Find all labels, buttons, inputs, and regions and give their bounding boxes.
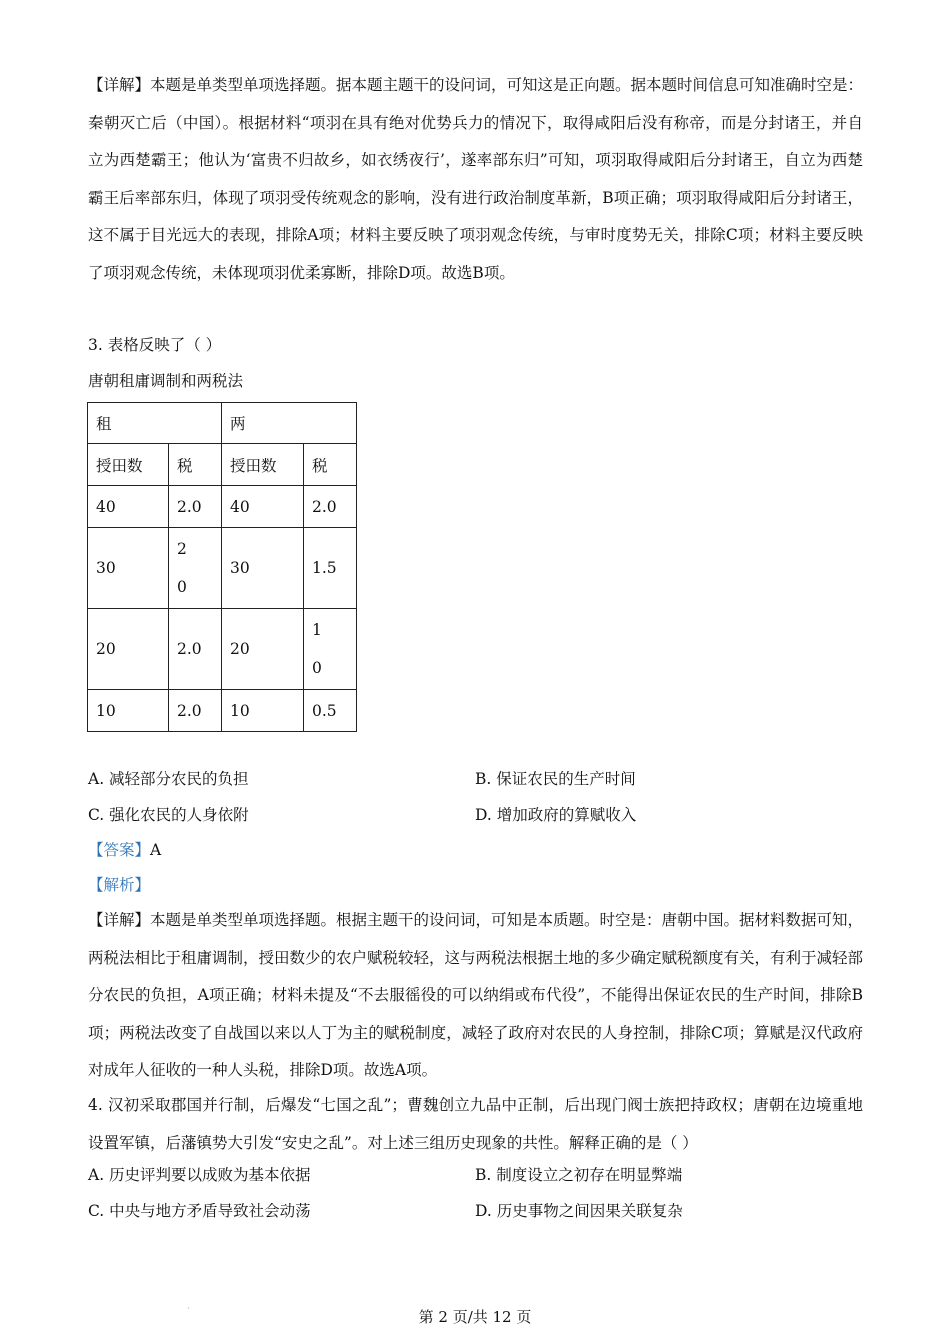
q2-detail-paragraph: 【详解】本题是单类型单项选择题。据本题主题干的设问词，可知这是正向题。据本题时间信息可知准确时空是：秦朝灭亡后（中国）。根据材料“项羽在具有绝对优势兵力的情况下，取得咸阳后没有称帝，而是分封诸王，并自立为西楚霸王；他认为‘富贵不归故乡，如衣绣夜行’，遂率部东归”可知，项羽取得咸阳后分封诸王，自立为西楚霸王后率部东归，体现了项羽受传统观念的影响，没有进行政治制度革新，B项正确；项羽取得咸阳后分封诸王，这不属于目光远大的表现，排除A项；材料主要反映了项羽观念传统，与审时度势无关，排除C项；材料主要反映了项羽观念传统，未体现项羽优柔寡断，排除D项。故选B项。 bbox=[88, 76, 864, 282]
table-header-row bbox=[88, 403, 357, 444]
table-cell: 40 bbox=[222, 486, 304, 528]
table-cell: 1 0 bbox=[304, 609, 357, 690]
q4-option-a: A. 历史评判要以成败为基本依据 bbox=[88, 1166, 311, 1184]
header-cell-right: 两 bbox=[222, 403, 357, 444]
q3-table-caption: 唐朝租庸调制和两税法 bbox=[88, 372, 244, 390]
q4-option-b: B. 制度设立之初存在明显弊端 bbox=[475, 1166, 683, 1184]
table-row bbox=[88, 609, 357, 690]
table-cell: 20 bbox=[88, 609, 169, 690]
q4-option-d: D. 历史事物之间因果关联复杂 bbox=[475, 1202, 683, 1220]
table-row bbox=[88, 528, 357, 609]
q3-option-c: C. 强化农民的人身依附 bbox=[88, 806, 249, 824]
table-row bbox=[88, 690, 357, 732]
analysis-tag: 【解析】 bbox=[88, 876, 151, 894]
table-cell: 1.5 bbox=[304, 528, 357, 609]
answer-tag: 【答案】 bbox=[88, 841, 151, 859]
table-cell: 30 bbox=[222, 528, 304, 609]
q3-analysis-tag bbox=[88, 874, 150, 896]
table-cell: 40 bbox=[88, 486, 169, 528]
answer-value: A bbox=[150, 841, 162, 859]
table-cell: 10 bbox=[88, 690, 169, 732]
q3-stem: 3. 表格反映了（ ） bbox=[88, 336, 222, 354]
table-cell: 2.0 bbox=[169, 690, 222, 732]
page-footer: 第 2 页/共 12 页 bbox=[418, 1308, 532, 1326]
col-label-tax-right: 税 bbox=[304, 444, 357, 486]
table-cell: 2.0 bbox=[304, 486, 357, 528]
table-cell: 2 0 bbox=[169, 528, 222, 609]
decorative-dot: · bbox=[187, 1304, 190, 1313]
q3-option-b: B. 保证农民的生产时间 bbox=[475, 770, 636, 788]
q4-stem: 4. 汉初采取郡国并行制，后爆发“七国之乱”；曹魏创立九品中正制，后出现门阀士族把持政权；唐朝在边境重地设置军镇，后藩镇势大引发“安史之乱”。对上述三组历史现象的共性。解释正确的是（ ） bbox=[88, 1096, 863, 1152]
q3-option-d: D. 增加政府的算赋收入 bbox=[475, 806, 637, 824]
table-row bbox=[88, 486, 357, 528]
table-column-label-row bbox=[88, 444, 357, 486]
q4-option-c: C. 中央与地方矛盾导致社会动荡 bbox=[88, 1202, 311, 1220]
q3-option-a: A. 减轻部分农民的负担 bbox=[88, 770, 249, 788]
table-cell: 2.0 bbox=[169, 486, 222, 528]
col-label-tax-left: 税 bbox=[169, 444, 222, 486]
header-cell-left: 租 bbox=[88, 403, 222, 444]
table-cell: 0.5 bbox=[304, 690, 357, 732]
table-cell: 2.0 bbox=[169, 609, 222, 690]
col-label-land-left: 授田数 bbox=[88, 444, 169, 486]
table-cell: 20 bbox=[222, 609, 304, 690]
table-cell: 10 bbox=[222, 690, 304, 732]
table-cell: 30 bbox=[88, 528, 169, 609]
col-label-land-right: 授田数 bbox=[222, 444, 304, 486]
tax-comparison-table bbox=[87, 402, 357, 732]
q3-detail-paragraph: 【详解】本题是单类型单项选择题。根据主题干的设问词，可知是本质题。时空是：唐朝中国。据材料数据可知，两税法相比于租庸调制，授田数少的农户赋税较轻，这与两税法根据土地的多少确定赋税额度有关，有利于减轻部分农民的负担，A项正确；材料未提及“不去服徭役的可以纳绢或布代役”，不能得出保证农民的生产时间，排除B项；两税法改变了自战国以来以人丁为主的赋税制度，减轻了政府对农民的人身控制，排除C项；算赋是汉代政府对成年人征收的一种人头税，排除D项。故选A项。 bbox=[88, 911, 864, 1079]
q3-answer-line bbox=[88, 839, 161, 861]
